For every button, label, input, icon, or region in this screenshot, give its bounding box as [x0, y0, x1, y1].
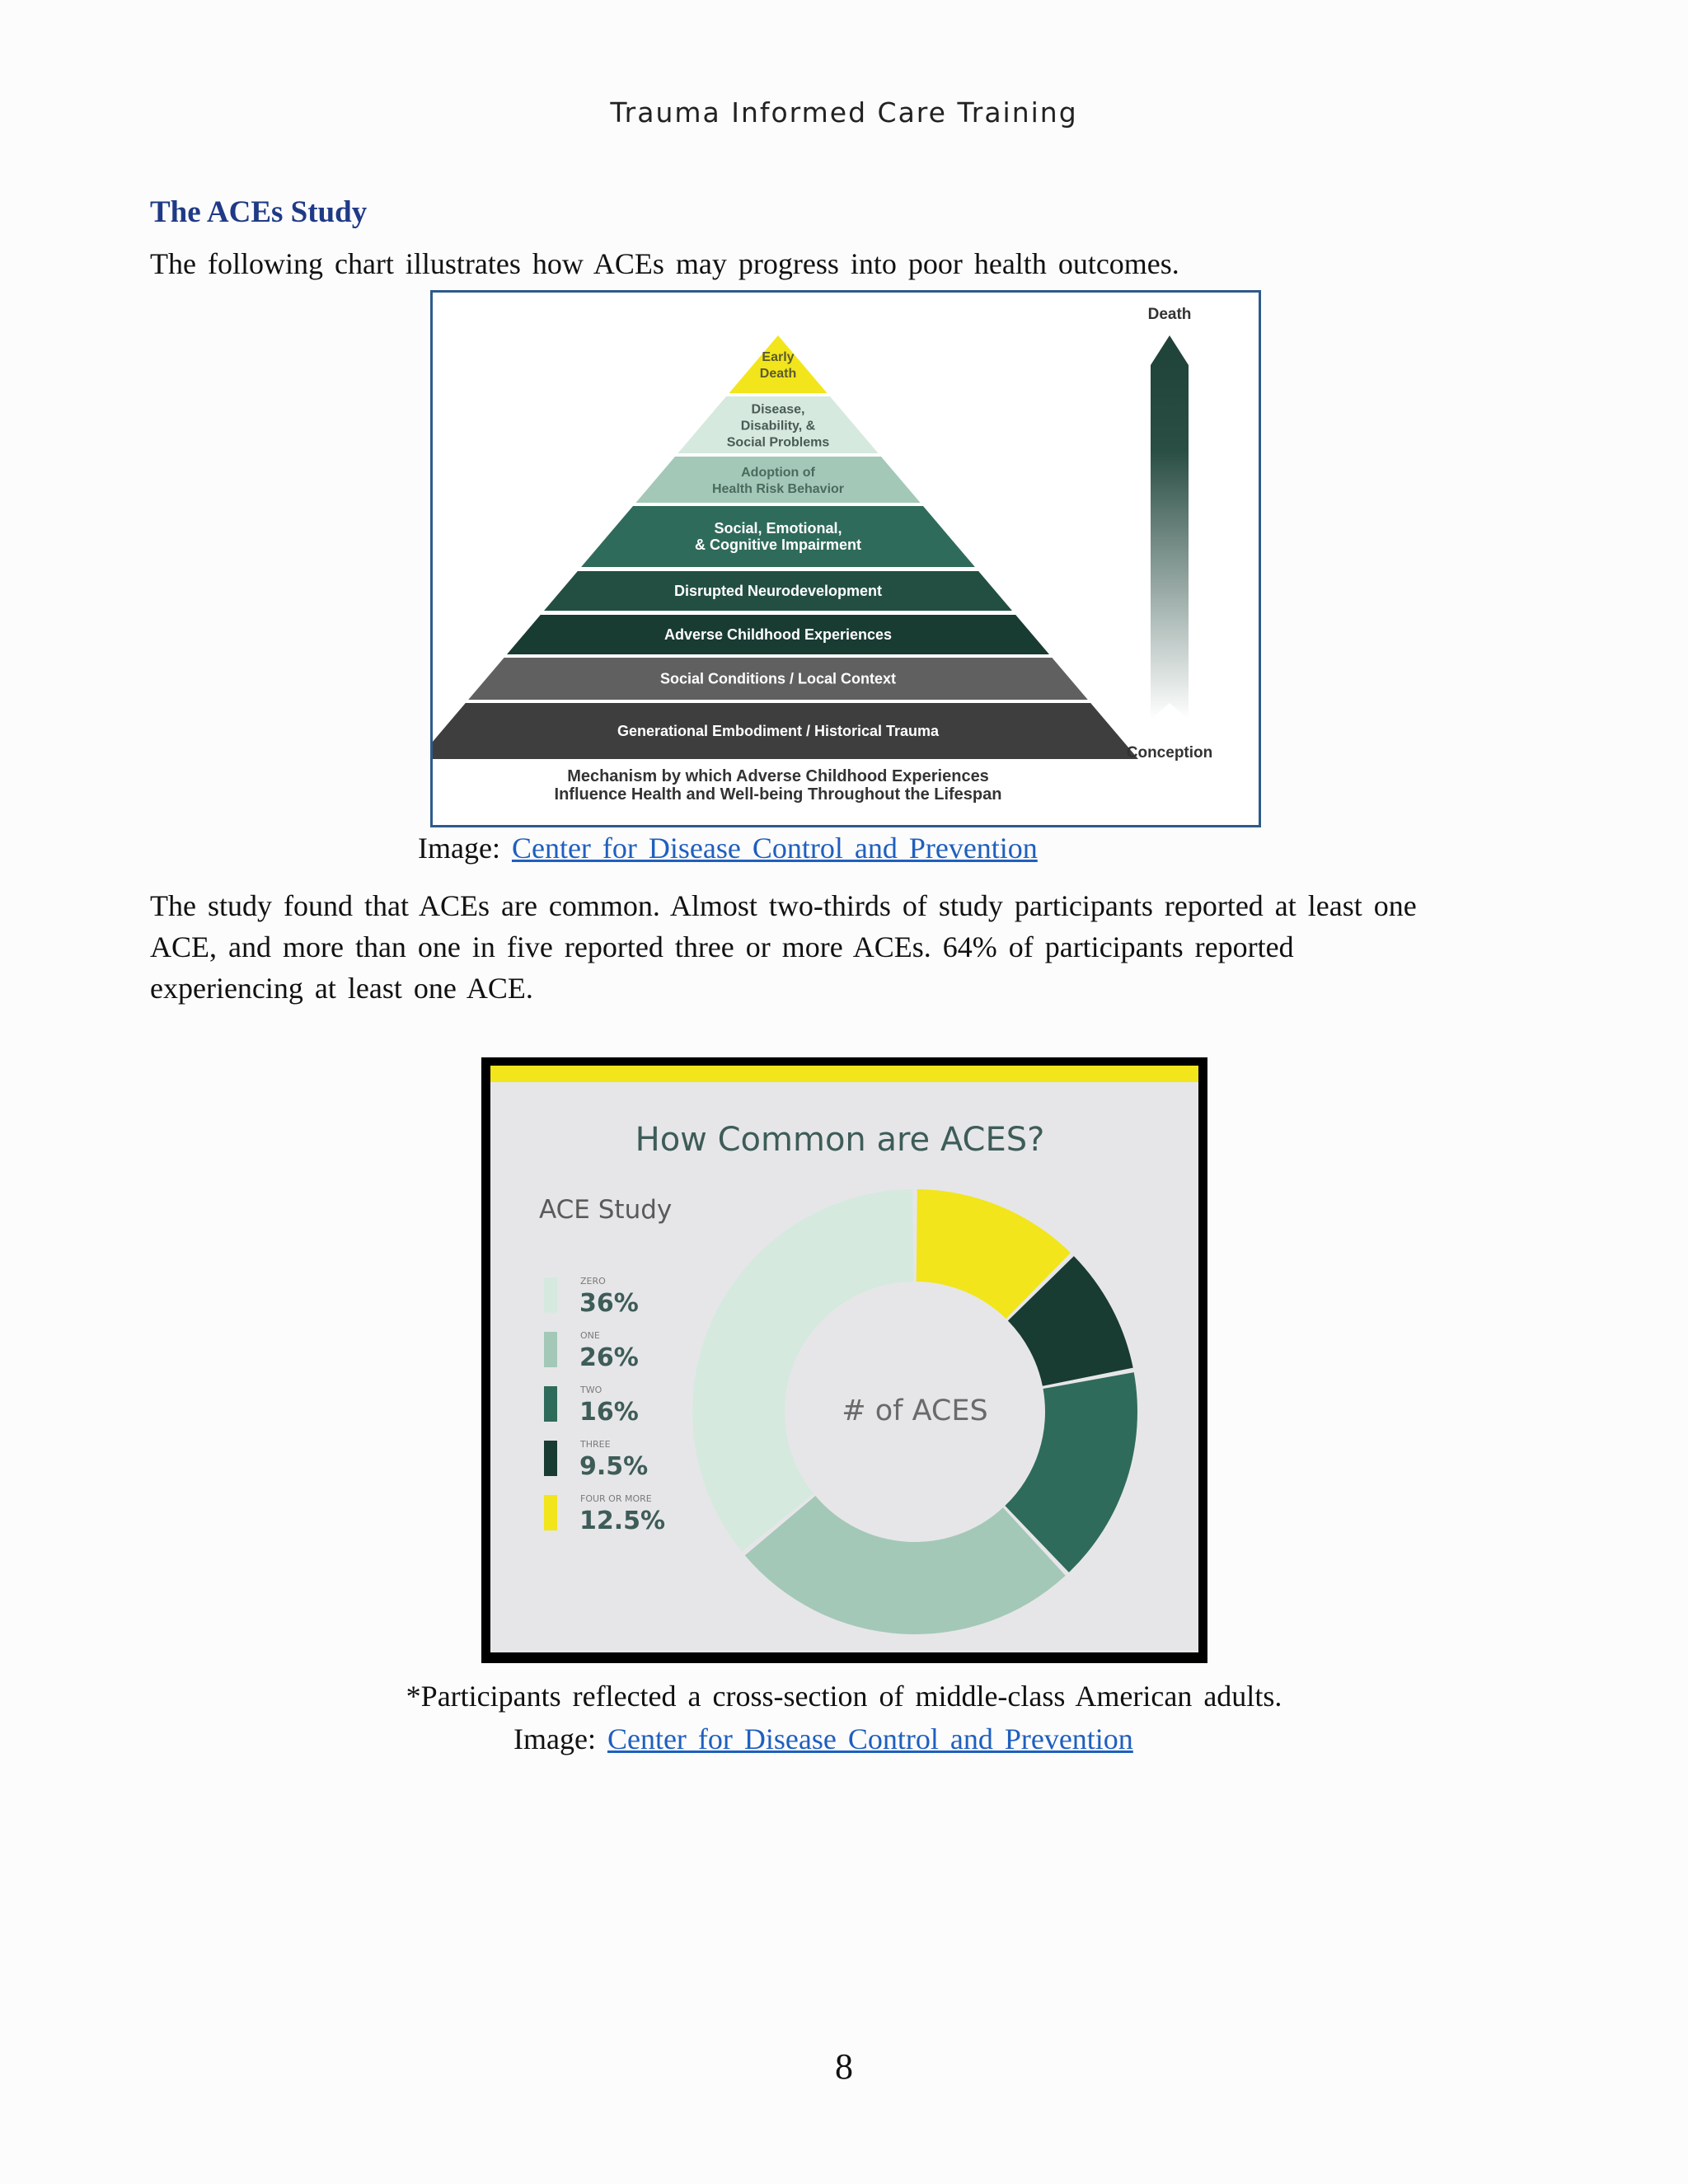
pyramid-level-1	[729, 335, 827, 393]
yellow-top-bar	[490, 1066, 1198, 1082]
legend-value-0: 36%	[579, 1289, 639, 1318]
legend-swatch-0	[544, 1277, 557, 1313]
legend-value-1: 26%	[579, 1343, 639, 1372]
arrow-top-label: Death	[1147, 306, 1192, 323]
pyramid-caption-line-2: Influence Health and Well-being Throughout the Lifespan	[554, 785, 1002, 804]
participants-note: *Participants reflected a cross-section of middle-class American adults.	[406, 1680, 1282, 1713]
pyramid-level-7-label: Social Conditions / Local Context	[659, 670, 897, 687]
image-caption-prefix: Image:	[513, 1722, 596, 1755]
page-number: 8	[835, 2046, 853, 2087]
findings-line-1: The study found that ACEs are common. Almost two-thirds of study participants reported at least one	[150, 889, 1417, 922]
pyramid-level-1-label: Death	[759, 367, 797, 381]
image-caption-2	[513, 1722, 1133, 1756]
pyramid-level-2-label: Disability, &	[740, 419, 816, 434]
legend-label-2: TWO	[580, 1385, 603, 1395]
image-caption-1	[418, 831, 1038, 865]
legend-value-2: 16%	[579, 1398, 639, 1427]
chart-subtitle: ACE Study	[539, 1195, 673, 1225]
image-caption-prefix: Image:	[418, 832, 500, 865]
legend-swatch-3	[544, 1441, 557, 1476]
pyramid-level-3-label: Adoption of	[741, 466, 815, 480]
pyramid-level-4-label: & Cognitive Impairment	[694, 537, 862, 553]
legend-label-4: FOUR OR MORE	[580, 1493, 652, 1504]
pyramid-level-6-label: Adverse Childhood Experiences	[663, 626, 893, 643]
legend-swatch-1	[544, 1332, 557, 1367]
lifespan-arrow	[1151, 335, 1189, 719]
section-title: The ACEs Study	[150, 195, 368, 229]
pyramid-level-1-label: Early	[762, 350, 795, 364]
pyramid-level-3-label: Health Risk Behavior	[711, 482, 845, 496]
pyramid-level-4-label: Social, Emotional,	[714, 520, 842, 537]
aces-donut-chart	[481, 1057, 1207, 1663]
legend-label-3: THREE	[580, 1439, 611, 1450]
findings-line-2: ACE, and more than one in five reported three or more ACEs. 64% of participants reported	[150, 930, 1294, 963]
chart-title: How Common are ACES?	[635, 1121, 1045, 1159]
legend-label-1: ONE	[580, 1330, 600, 1341]
legend-label-0: ZERO	[580, 1276, 606, 1286]
cdc-link-2[interactable]: Center for Disease Control and Prevention	[607, 1722, 1133, 1755]
findings-paragraph	[150, 885, 1535, 1009]
pyramid-level-2-label: Social Problems	[726, 435, 830, 450]
findings-line-3: experiencing at least one ACE.	[150, 972, 533, 1005]
pyramid-level-8-label: Generational Embodiment / Historical Trauma	[617, 723, 940, 739]
intro-paragraph	[150, 243, 1535, 284]
intro-text: The following chart illustrates how ACEs may progress into poor health outcomes.	[150, 247, 1179, 280]
pyramid-level-2-label: Disease,	[751, 402, 805, 417]
pyramid-level-5-label: Disrupted Neurodevelopment	[673, 583, 883, 599]
ace-pyramid	[433, 293, 1259, 825]
legend-value-3: 9.5%	[579, 1452, 649, 1481]
donut-center-label: # of ACES	[842, 1394, 988, 1427]
aces-donut-figure	[481, 1057, 1207, 1663]
legend-swatch-4	[544, 1495, 557, 1530]
cdc-link-1[interactable]: Center for Disease Control and Prevention	[511, 832, 1038, 865]
legend-value-4: 12.5%	[579, 1507, 666, 1535]
arrow-bottom-label: Conception	[1126, 744, 1213, 762]
running-header: Trauma Informed Care Training	[610, 96, 1078, 129]
legend-swatch-2	[544, 1386, 557, 1422]
ace-pyramid-figure	[430, 290, 1261, 827]
pyramid-caption-line-1: Mechanism by which Adverse Childhood Experiences	[567, 767, 989, 785]
